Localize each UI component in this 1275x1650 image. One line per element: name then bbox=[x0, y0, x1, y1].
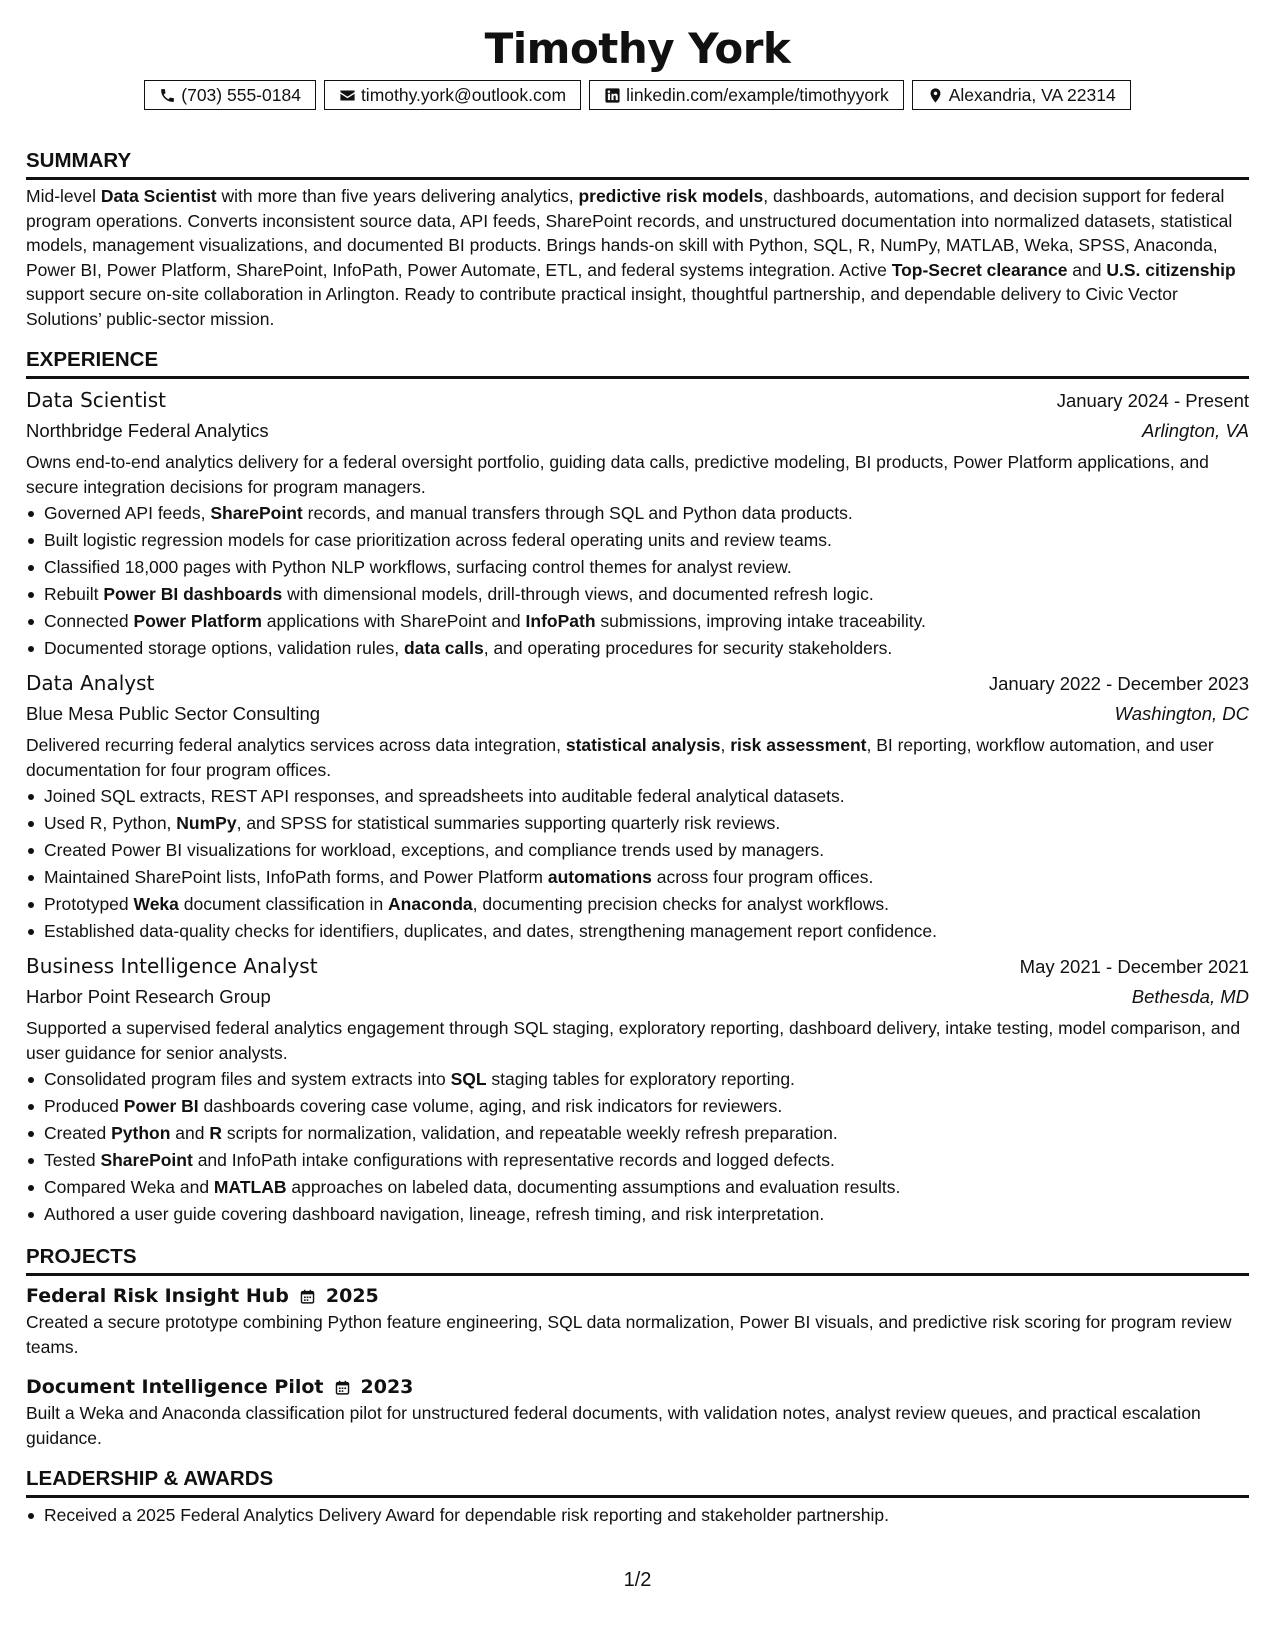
calendar-icon bbox=[334, 1379, 351, 1396]
envelope-icon bbox=[339, 87, 356, 104]
job-bullets bbox=[26, 500, 1249, 662]
awards-heading: LEADERSHIP & AWARDS bbox=[26, 1466, 1249, 1498]
text-run: Owns end-to-end analytics delivery for a federal oversight portfolio, guiding data calls, predictive modeling, BI products, Power Platform applications, and secure integration decisions for program managers. bbox=[26, 452, 1209, 497]
job-dates: January 2022 - December 2023 bbox=[988, 673, 1249, 694]
text-run: Classified 18,000 pages with Python NLP workflows, surfacing control themes for analyst review. bbox=[44, 557, 792, 577]
contact-phone-text: (703) 555-0184 bbox=[181, 84, 301, 105]
experience-section bbox=[26, 347, 1249, 1228]
text-run: Delivered recurring federal analytics services across data integration, bbox=[26, 735, 566, 755]
bold-text: Anaconda bbox=[388, 894, 473, 914]
project-name: Document Intelligence Pilot bbox=[26, 1376, 324, 1398]
text-run: Maintained SharePoint lists, InfoPath forms, and Power Platform bbox=[44, 867, 548, 887]
bold-text: SharePoint bbox=[100, 1150, 193, 1170]
contact-email[interactable] bbox=[324, 80, 581, 110]
text-run: Authored a user guide covering dashboard navigation, lineage, refresh timing, and risk interpretation. bbox=[44, 1204, 825, 1224]
bold-text: Power Platform bbox=[133, 611, 262, 631]
bold-text: U.S. citizenship bbox=[1106, 259, 1236, 280]
calendar-icon bbox=[299, 1288, 316, 1305]
job-bullets bbox=[26, 1066, 1249, 1228]
award-item: Received a 2025 Federal Analytics Delivery Award for dependable risk reporting and stakeholder partnership. bbox=[26, 1502, 1249, 1529]
bullet-item bbox=[26, 500, 1249, 527]
text-run: applications with SharePoint and bbox=[261, 611, 526, 631]
text-run: Built logistic regression models for case prioritization across federal operating units and review teams. bbox=[44, 530, 832, 550]
job-dates: May 2021 - December 2021 bbox=[1019, 956, 1249, 977]
text-run: Used R, Python, bbox=[44, 813, 177, 833]
bullet-item bbox=[26, 837, 1249, 864]
text-run: dashboards covering case volume, aging, and risk indicators for reviewers. bbox=[198, 1096, 783, 1116]
bullet-item bbox=[26, 891, 1249, 918]
text-run: Compared Weka and bbox=[44, 1177, 214, 1197]
job-entry bbox=[26, 385, 1249, 662]
text-run: Prototyped bbox=[44, 894, 134, 914]
text-run: across four program offices. bbox=[651, 867, 874, 887]
text-run: , BI reporting, workflow automation, and user documentation for four program offices. bbox=[26, 735, 1214, 780]
bullet-item bbox=[26, 1201, 1249, 1228]
bullet-item bbox=[26, 1093, 1249, 1120]
text-run: Governed API feeds, bbox=[44, 503, 211, 523]
map-pin-icon bbox=[927, 87, 944, 104]
summary-heading: SUMMARY bbox=[26, 148, 1249, 180]
contact-phone[interactable] bbox=[144, 80, 316, 110]
text-run: Created bbox=[44, 1123, 112, 1143]
job-description bbox=[26, 1016, 1249, 1065]
job-company: Northbridge Federal Analytics bbox=[26, 420, 269, 441]
bold-text: SharePoint bbox=[210, 503, 303, 523]
job-title: Business Intelligence Analyst bbox=[26, 954, 318, 978]
project-year: 2023 bbox=[360, 1376, 414, 1398]
bullet-item bbox=[26, 783, 1249, 810]
job-company: Harbor Point Research Group bbox=[26, 986, 271, 1007]
text-run: Connected bbox=[44, 611, 134, 631]
experience-heading: EXPERIENCE bbox=[26, 347, 1249, 379]
project-entry bbox=[26, 1282, 1249, 1359]
bullet-item bbox=[26, 1120, 1249, 1147]
summary-text bbox=[26, 184, 1249, 331]
bold-text: MATLAB bbox=[213, 1177, 287, 1197]
bullet-item bbox=[26, 527, 1249, 554]
project-year: 2025 bbox=[325, 1285, 379, 1307]
bullet-item bbox=[26, 1066, 1249, 1093]
bold-text: Power BI dashboards bbox=[103, 584, 283, 604]
bold-text: Python bbox=[111, 1123, 171, 1143]
job-location: Washington, DC bbox=[1114, 703, 1249, 724]
bold-text: InfoPath bbox=[525, 611, 596, 631]
text-run: , bbox=[720, 735, 731, 755]
job-dates: January 2024 - Present bbox=[1056, 390, 1249, 411]
bullet-item bbox=[26, 635, 1249, 662]
bold-text: R bbox=[209, 1123, 223, 1143]
contact-linkedin[interactable] bbox=[589, 80, 904, 110]
bold-text: data calls bbox=[403, 638, 484, 658]
text-run: approaches on labeled data, documenting assumptions and evaluation results. bbox=[286, 1177, 901, 1197]
bullet-item bbox=[26, 581, 1249, 608]
bold-text: automations bbox=[547, 867, 652, 887]
job-title: Data Scientist bbox=[26, 388, 166, 412]
job-description bbox=[26, 733, 1249, 782]
bold-text: Top-Secret clearance bbox=[891, 259, 1068, 280]
text-run: Documented storage options, validation rules, bbox=[44, 638, 404, 658]
contact-location-text: Alexandria, VA 22314 bbox=[948, 84, 1116, 105]
awards-bullets bbox=[26, 1502, 1249, 1529]
text-run: , dashboards, automations, and decision support for federal program operations. Converts inconsistent source data, API feeds, SharePoint records, and unstructured documentation into normalized datasets, statistical models, management visualizations, and documented BI products. Brings hands-on skill with Python, SQL, R, NumPy, MATLAB, Weka, SPSS, Anaconda, Power BI, Power Platform, SharePoint, InfoPath, Power Automate, ETL, and federal systems integration. Active bbox=[26, 186, 1233, 280]
text-run: with dimensional models, drill-through views, and documented refresh logic. bbox=[282, 584, 874, 604]
job-bullets bbox=[26, 783, 1249, 945]
contact-bar bbox=[26, 80, 1249, 110]
text-run: and bbox=[170, 1123, 210, 1143]
bullet-item bbox=[26, 1174, 1249, 1201]
text-run: records, and manual transfers through SQL and Python data products. bbox=[302, 503, 853, 523]
project-entry bbox=[26, 1373, 1249, 1450]
text-run: submissions, improving intake traceability. bbox=[595, 611, 926, 631]
text-run: Created Power BI visualizations for workload, exceptions, and compliance trends used by managers. bbox=[44, 840, 825, 860]
job-title: Data Analyst bbox=[26, 671, 155, 695]
project-description: Built a Weka and Anaconda classification pilot for unstructured federal documents, with validation notes, analyst review queues, and practical escalation guidance. bbox=[26, 1403, 1201, 1448]
text-run: , and operating procedures for security stakeholders. bbox=[483, 638, 893, 658]
text-run: Rebuilt bbox=[44, 584, 104, 604]
bold-text: statistical analysis bbox=[565, 735, 721, 755]
bold-text: predictive risk models bbox=[578, 186, 764, 206]
bold-text: risk assessment bbox=[730, 735, 867, 755]
bullet-item bbox=[26, 918, 1249, 945]
text-run: Established data-quality checks for identifiers, duplicates, and dates, strengthening management report confidence. bbox=[44, 921, 938, 941]
job-location: Bethesda, MD bbox=[1131, 986, 1249, 1007]
bullet-item bbox=[26, 608, 1249, 635]
text-run: , documenting precision checks for analyst workflows. bbox=[472, 894, 889, 914]
bullet-item bbox=[26, 1147, 1249, 1174]
text-run: and InfoPath intake configurations with representative records and logged defects. bbox=[192, 1150, 835, 1170]
text-run: Mid-level bbox=[26, 186, 101, 206]
bold-text: Power BI bbox=[123, 1096, 199, 1116]
bullet-item bbox=[26, 864, 1249, 891]
project-name: Federal Risk Insight Hub bbox=[26, 1285, 289, 1307]
bold-text: NumPy bbox=[176, 813, 237, 833]
text-run: Tested bbox=[44, 1150, 101, 1170]
text-run: with more than five years delivering analytics, bbox=[216, 186, 579, 206]
page-number: 1/2 bbox=[623, 1569, 652, 1591]
text-run: and bbox=[1067, 259, 1107, 280]
contact-email-text: timothy.york@outlook.com bbox=[360, 84, 567, 105]
awards-section bbox=[26, 1466, 1249, 1529]
job-entry bbox=[26, 951, 1249, 1228]
bold-text: SQL bbox=[450, 1069, 487, 1089]
linkedin-icon bbox=[604, 87, 621, 104]
text-run: Supported a supervised federal analytics engagement through SQL staging, exploratory reporting, dashboard delivery, intake testing, model comparison, and user guidance for senior analysts. bbox=[26, 1018, 1241, 1063]
job-entry bbox=[26, 668, 1249, 945]
projects-heading: PROJECTS bbox=[26, 1244, 1249, 1276]
text-run: scripts for normalization, validation, and repeatable weekly refresh preparation. bbox=[222, 1123, 838, 1143]
contact-linkedin-text: linkedin.com/example/timothyyork bbox=[626, 84, 889, 105]
bullet-item bbox=[26, 810, 1249, 837]
job-description bbox=[26, 450, 1249, 499]
bold-text: Data Scientist bbox=[100, 186, 217, 206]
text-run: support secure on-site collaboration in Arlington. Ready to contribute practical insight, thoughtful partnership, and dependable delivery to Civic Vector Solutions’ public-sector mission. bbox=[26, 284, 1178, 329]
job-company: Blue Mesa Public Sector Consulting bbox=[26, 703, 321, 724]
bullet-item bbox=[26, 554, 1249, 581]
text-run: Consolidated program files and system extracts into bbox=[44, 1069, 451, 1089]
text-run: Joined SQL extracts, REST API responses, and spreadsheets into auditable federal analytical datasets. bbox=[44, 786, 845, 806]
contact-location bbox=[912, 80, 1131, 110]
text-run: , and SPSS for statistical summaries supporting quarterly risk reviews. bbox=[236, 813, 781, 833]
text-run: staging tables for exploratory reporting. bbox=[486, 1069, 795, 1089]
candidate-name: Timothy York bbox=[484, 24, 791, 73]
summary-section bbox=[26, 148, 1249, 331]
job-location: Arlington, VA bbox=[1142, 420, 1249, 441]
phone-icon bbox=[159, 87, 176, 104]
projects-section bbox=[26, 1244, 1249, 1450]
project-description: Created a secure prototype combining Python feature engineering, SQL data normalization, Power BI visuals, and predictive risk scoring for program review teams. bbox=[26, 1312, 1232, 1357]
text-run: Produced bbox=[44, 1096, 124, 1116]
text-run: document classification in bbox=[178, 894, 389, 914]
bold-text: Weka bbox=[133, 894, 179, 914]
